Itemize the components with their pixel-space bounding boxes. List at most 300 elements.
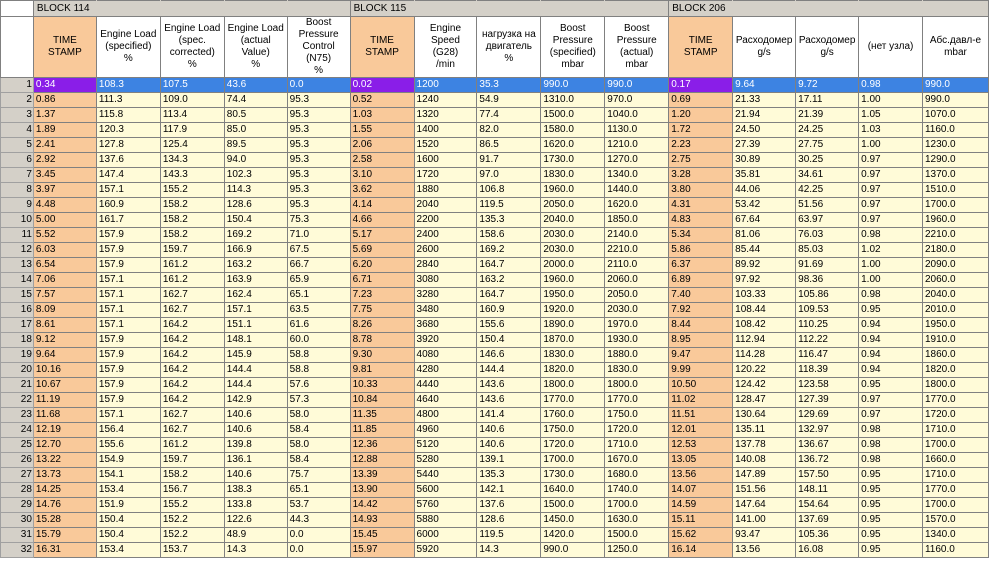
value-cell[interactable]: 0.97: [859, 408, 923, 423]
value-cell[interactable]: 0.98: [859, 438, 923, 453]
value-cell[interactable]: 162.7: [160, 288, 224, 303]
value-cell[interactable]: 169.2: [224, 228, 287, 243]
value-cell[interactable]: 95.3: [287, 168, 350, 183]
value-cell[interactable]: 157.1: [96, 183, 160, 198]
time-stamp-cell[interactable]: 3.10: [350, 168, 414, 183]
value-cell[interactable]: 155.6: [477, 318, 541, 333]
value-cell[interactable]: 97.0: [477, 168, 541, 183]
column-header[interactable]: [224, 17, 287, 78]
value-cell[interactable]: 1620.0: [541, 138, 605, 153]
value-cell[interactable]: 164.2: [160, 363, 224, 378]
value-cell[interactable]: 970.0: [605, 93, 669, 108]
value-cell[interactable]: 0.94: [859, 333, 923, 348]
value-cell[interactable]: 75.7: [287, 468, 350, 483]
time-stamp-cell[interactable]: 5.17: [350, 228, 414, 243]
value-cell[interactable]: 0.95: [859, 543, 923, 558]
value-cell[interactable]: 2400: [414, 228, 477, 243]
time-stamp-cell[interactable]: 10.33: [350, 378, 414, 393]
value-cell[interactable]: 1400: [414, 123, 477, 138]
value-cell[interactable]: 1570.0: [922, 513, 988, 528]
value-cell[interactable]: 1880: [414, 183, 477, 198]
value-cell[interactable]: 0.98: [859, 453, 923, 468]
table-row[interactable]: [1, 378, 989, 393]
time-stamp-cell[interactable]: 10.50: [669, 378, 733, 393]
value-cell[interactable]: 1950.0: [541, 288, 605, 303]
value-cell[interactable]: 164.2: [160, 333, 224, 348]
time-stamp-cell[interactable]: 0.69: [669, 93, 733, 108]
value-cell[interactable]: 0.97: [859, 213, 923, 228]
value-cell[interactable]: 1760.0: [541, 408, 605, 423]
value-cell[interactable]: 1580.0: [541, 123, 605, 138]
value-cell[interactable]: 77.4: [477, 108, 541, 123]
value-cell[interactable]: 1910.0: [922, 333, 988, 348]
value-cell[interactable]: 135.11: [733, 423, 796, 438]
value-cell[interactable]: 150.4: [96, 513, 160, 528]
value-cell[interactable]: 136.67: [796, 438, 859, 453]
time-stamp-cell[interactable]: 7.40: [669, 288, 733, 303]
value-cell[interactable]: 157.1: [224, 303, 287, 318]
value-cell[interactable]: 157.1: [96, 318, 160, 333]
row-number[interactable]: 21: [1, 378, 34, 393]
value-cell[interactable]: 153.4: [96, 543, 160, 558]
value-cell[interactable]: 164.2: [160, 393, 224, 408]
value-cell[interactable]: 3920: [414, 333, 477, 348]
value-cell[interactable]: 1770.0: [541, 393, 605, 408]
value-cell[interactable]: 157.9: [96, 348, 160, 363]
value-cell[interactable]: 118.39: [796, 363, 859, 378]
value-cell[interactable]: 144.4: [224, 363, 287, 378]
value-cell[interactable]: 1340.0: [605, 168, 669, 183]
time-stamp-cell[interactable]: 0.52: [350, 93, 414, 108]
time-stamp-cell[interactable]: 0.34: [33, 78, 96, 93]
row-number[interactable]: 12: [1, 243, 34, 258]
value-cell[interactable]: 1340.0: [922, 528, 988, 543]
time-stamp-cell[interactable]: 16.31: [33, 543, 96, 558]
value-cell[interactable]: 128.6: [477, 513, 541, 528]
value-cell[interactable]: 1750.0: [541, 423, 605, 438]
value-cell[interactable]: 2210.0: [605, 243, 669, 258]
value-cell[interactable]: 0.97: [859, 393, 923, 408]
value-cell[interactable]: 163.2: [224, 258, 287, 273]
row-number[interactable]: 18: [1, 333, 34, 348]
row-number[interactable]: 20: [1, 363, 34, 378]
time-stamp-cell[interactable]: 8.95: [669, 333, 733, 348]
value-cell[interactable]: 2110.0: [605, 258, 669, 273]
value-cell[interactable]: 162.7: [160, 303, 224, 318]
value-cell[interactable]: 1520: [414, 138, 477, 153]
row-number[interactable]: 6: [1, 153, 34, 168]
time-stamp-cell[interactable]: 14.93: [350, 513, 414, 528]
value-cell[interactable]: 164.2: [160, 348, 224, 363]
value-cell[interactable]: 153.4: [96, 483, 160, 498]
value-cell[interactable]: 0.0: [287, 528, 350, 543]
time-stamp-cell[interactable]: 3.80: [669, 183, 733, 198]
time-stamp-cell[interactable]: 15.45: [350, 528, 414, 543]
value-cell[interactable]: 158.2: [160, 228, 224, 243]
row-number[interactable]: 22: [1, 393, 34, 408]
value-cell[interactable]: 1750.0: [605, 408, 669, 423]
value-cell[interactable]: 157.1: [96, 408, 160, 423]
value-cell[interactable]: 0.95: [859, 378, 923, 393]
time-stamp-cell[interactable]: 2.41: [33, 138, 96, 153]
table-row[interactable]: [1, 213, 989, 228]
value-cell[interactable]: 136.1: [224, 453, 287, 468]
time-stamp-cell[interactable]: 5.86: [669, 243, 733, 258]
value-cell[interactable]: 58.0: [287, 408, 350, 423]
value-cell[interactable]: 76.03: [796, 228, 859, 243]
value-cell[interactable]: 53.7: [287, 498, 350, 513]
time-stamp-cell[interactable]: 5.34: [669, 228, 733, 243]
value-cell[interactable]: 111.3: [96, 93, 160, 108]
value-cell[interactable]: 2040.0: [922, 288, 988, 303]
value-cell[interactable]: 0.98: [859, 228, 923, 243]
value-cell[interactable]: 63.5: [287, 303, 350, 318]
value-cell[interactable]: 0.94: [859, 348, 923, 363]
value-cell[interactable]: 91.7: [477, 153, 541, 168]
table-row[interactable]: [1, 288, 989, 303]
time-stamp-cell[interactable]: 4.48: [33, 198, 96, 213]
table-row[interactable]: [1, 168, 989, 183]
time-stamp-cell[interactable]: 3.62: [350, 183, 414, 198]
value-cell[interactable]: 112.22: [796, 333, 859, 348]
time-stamp-cell[interactable]: 1.37: [33, 108, 96, 123]
value-cell[interactable]: 147.64: [733, 498, 796, 513]
time-stamp-cell[interactable]: 12.70: [33, 438, 96, 453]
value-cell[interactable]: 2060.0: [922, 273, 988, 288]
table-row[interactable]: [1, 348, 989, 363]
value-cell[interactable]: 2200: [414, 213, 477, 228]
value-cell[interactable]: 157.50: [796, 468, 859, 483]
time-stamp-cell[interactable]: 4.66: [350, 213, 414, 228]
value-cell[interactable]: 1950.0: [922, 318, 988, 333]
value-cell[interactable]: 3680: [414, 318, 477, 333]
value-cell[interactable]: 140.6: [224, 468, 287, 483]
time-stamp-cell[interactable]: 0.02: [350, 78, 414, 93]
value-cell[interactable]: 0.95: [859, 513, 923, 528]
value-cell[interactable]: 157.9: [96, 393, 160, 408]
time-stamp-cell[interactable]: 11.35: [350, 408, 414, 423]
time-stamp-cell[interactable]: 8.44: [669, 318, 733, 333]
value-cell[interactable]: 2090.0: [922, 258, 988, 273]
value-cell[interactable]: 113.4: [160, 108, 224, 123]
row-number[interactable]: 4: [1, 123, 34, 138]
value-cell[interactable]: 158.2: [160, 213, 224, 228]
column-header[interactable]: [33, 17, 96, 78]
time-stamp-cell[interactable]: 8.61: [33, 318, 96, 333]
table-row[interactable]: [1, 468, 989, 483]
value-cell[interactable]: 2030.0: [541, 228, 605, 243]
value-cell[interactable]: 1720.0: [605, 423, 669, 438]
value-cell[interactable]: 9.72: [796, 78, 859, 93]
time-stamp-cell[interactable]: 15.28: [33, 513, 96, 528]
value-cell[interactable]: 58.4: [287, 453, 350, 468]
value-cell[interactable]: 1620.0: [605, 198, 669, 213]
value-cell[interactable]: 162.4: [224, 288, 287, 303]
value-cell[interactable]: 2000.0: [541, 258, 605, 273]
row-number[interactable]: 11: [1, 228, 34, 243]
value-cell[interactable]: 990.0: [541, 78, 605, 93]
value-cell[interactable]: 163.2: [477, 273, 541, 288]
time-stamp-cell[interactable]: 4.31: [669, 198, 733, 213]
value-cell[interactable]: 143.6: [477, 378, 541, 393]
time-stamp-cell[interactable]: 9.99: [669, 363, 733, 378]
value-cell[interactable]: 148.1: [224, 333, 287, 348]
value-cell[interactable]: 1640.0: [541, 483, 605, 498]
value-cell[interactable]: 27.39: [733, 138, 796, 153]
row-number[interactable]: 26: [1, 453, 34, 468]
value-cell[interactable]: 80.5: [224, 108, 287, 123]
value-cell[interactable]: 1200: [414, 78, 477, 93]
column-header[interactable]: [287, 17, 350, 78]
value-cell[interactable]: 74.4: [224, 93, 287, 108]
value-cell[interactable]: 125.4: [160, 138, 224, 153]
time-stamp-cell[interactable]: 16.14: [669, 543, 733, 558]
time-stamp-cell[interactable]: 13.56: [669, 468, 733, 483]
value-cell[interactable]: 103.33: [733, 288, 796, 303]
value-cell[interactable]: 2210.0: [922, 228, 988, 243]
value-cell[interactable]: 86.5: [477, 138, 541, 153]
value-cell[interactable]: 1710.0: [605, 438, 669, 453]
value-cell[interactable]: 1800.0: [922, 378, 988, 393]
value-cell[interactable]: 95.3: [287, 183, 350, 198]
row-number[interactable]: 17: [1, 318, 34, 333]
value-cell[interactable]: 2180.0: [922, 243, 988, 258]
time-stamp-cell[interactable]: 15.11: [669, 513, 733, 528]
value-cell[interactable]: 159.7: [160, 453, 224, 468]
value-cell[interactable]: 1310.0: [541, 93, 605, 108]
table-row[interactable]: [1, 453, 989, 468]
time-stamp-cell[interactable]: 6.37: [669, 258, 733, 273]
value-cell[interactable]: 147.4: [96, 168, 160, 183]
value-cell[interactable]: 1070.0: [922, 108, 988, 123]
time-stamp-cell[interactable]: 1.20: [669, 108, 733, 123]
value-cell[interactable]: 142.1: [477, 483, 541, 498]
value-cell[interactable]: 150.4: [477, 333, 541, 348]
table-row[interactable]: [1, 363, 989, 378]
value-cell[interactable]: 0.95: [859, 303, 923, 318]
value-cell[interactable]: 5920: [414, 543, 477, 558]
value-cell[interactable]: 156.7: [160, 483, 224, 498]
value-cell[interactable]: 16.08: [796, 543, 859, 558]
row-number[interactable]: 32: [1, 543, 34, 558]
value-cell[interactable]: 1290.0: [922, 153, 988, 168]
value-cell[interactable]: 1500.0: [541, 108, 605, 123]
value-cell[interactable]: 115.8: [96, 108, 160, 123]
value-cell[interactable]: 124.42: [733, 378, 796, 393]
value-cell[interactable]: 1730.0: [541, 468, 605, 483]
time-stamp-cell[interactable]: 1.72: [669, 123, 733, 138]
value-cell[interactable]: 21.33: [733, 93, 796, 108]
row-number[interactable]: 9: [1, 198, 34, 213]
value-cell[interactable]: 1800.0: [605, 378, 669, 393]
value-cell[interactable]: 162.7: [160, 408, 224, 423]
value-cell[interactable]: 0.94: [859, 363, 923, 378]
value-cell[interactable]: 143.3: [160, 168, 224, 183]
value-cell[interactable]: 1.00: [859, 93, 923, 108]
value-cell[interactable]: 163.9: [224, 273, 287, 288]
value-cell[interactable]: 5880: [414, 513, 477, 528]
value-cell[interactable]: 1700.0: [605, 498, 669, 513]
value-cell[interactable]: 151.9: [96, 498, 160, 513]
value-cell[interactable]: 169.2: [477, 243, 541, 258]
value-cell[interactable]: 4440: [414, 378, 477, 393]
time-stamp-cell[interactable]: 2.92: [33, 153, 96, 168]
value-cell[interactable]: 138.3: [224, 483, 287, 498]
table-row[interactable]: [1, 258, 989, 273]
value-cell[interactable]: 152.2: [160, 513, 224, 528]
value-cell[interactable]: 157.9: [96, 243, 160, 258]
value-cell[interactable]: 157.9: [96, 258, 160, 273]
value-cell[interactable]: 0.0: [287, 78, 350, 93]
value-cell[interactable]: 0.97: [859, 168, 923, 183]
value-cell[interactable]: 117.9: [160, 123, 224, 138]
value-cell[interactable]: 137.69: [796, 513, 859, 528]
value-cell[interactable]: 137.6: [96, 153, 160, 168]
value-cell[interactable]: 85.0: [224, 123, 287, 138]
time-stamp-cell[interactable]: 14.25: [33, 483, 96, 498]
value-cell[interactable]: 95.3: [287, 198, 350, 213]
value-cell[interactable]: 89.92: [733, 258, 796, 273]
value-cell[interactable]: 108.42: [733, 318, 796, 333]
value-cell[interactable]: 27.75: [796, 138, 859, 153]
column-header[interactable]: [796, 17, 859, 78]
value-cell[interactable]: 1040.0: [605, 108, 669, 123]
value-cell[interactable]: 161.2: [160, 258, 224, 273]
value-cell[interactable]: 0.97: [859, 153, 923, 168]
value-cell[interactable]: 157.9: [96, 378, 160, 393]
value-cell[interactable]: 154.64: [796, 498, 859, 513]
time-stamp-cell[interactable]: 3.45: [33, 168, 96, 183]
time-stamp-cell[interactable]: 12.19: [33, 423, 96, 438]
value-cell[interactable]: 0.95: [859, 483, 923, 498]
value-cell[interactable]: 105.86: [796, 288, 859, 303]
row-number[interactable]: 28: [1, 483, 34, 498]
value-cell[interactable]: 157.1: [96, 273, 160, 288]
value-cell[interactable]: 1850.0: [605, 213, 669, 228]
value-cell[interactable]: 2030.0: [605, 303, 669, 318]
value-cell[interactable]: 1230.0: [922, 138, 988, 153]
value-cell[interactable]: 161.7: [96, 213, 160, 228]
value-cell[interactable]: 119.5: [477, 198, 541, 213]
value-cell[interactable]: 1670.0: [605, 453, 669, 468]
value-cell[interactable]: 1720: [414, 168, 477, 183]
value-cell[interactable]: 135.3: [477, 213, 541, 228]
value-cell[interactable]: 1770.0: [922, 393, 988, 408]
table-row[interactable]: [1, 498, 989, 513]
row-number[interactable]: 13: [1, 258, 34, 273]
value-cell[interactable]: 133.8: [224, 498, 287, 513]
time-stamp-cell[interactable]: 15.97: [350, 543, 414, 558]
value-cell[interactable]: 114.28: [733, 348, 796, 363]
value-cell[interactable]: 1920.0: [541, 303, 605, 318]
table-row[interactable]: [1, 138, 989, 153]
value-cell[interactable]: 990.0: [922, 93, 988, 108]
value-cell[interactable]: 120.22: [733, 363, 796, 378]
value-cell[interactable]: 146.6: [477, 348, 541, 363]
value-cell[interactable]: 164.2: [160, 318, 224, 333]
value-cell[interactable]: 142.9: [224, 393, 287, 408]
value-cell[interactable]: 66.7: [287, 258, 350, 273]
value-cell[interactable]: 1370.0: [922, 168, 988, 183]
value-cell[interactable]: 58.8: [287, 348, 350, 363]
time-stamp-cell[interactable]: 9.30: [350, 348, 414, 363]
value-cell[interactable]: 63.97: [796, 213, 859, 228]
value-cell[interactable]: 137.6: [477, 498, 541, 513]
time-stamp-cell[interactable]: 2.75: [669, 153, 733, 168]
value-cell[interactable]: 1.00: [859, 138, 923, 153]
value-cell[interactable]: 108.3: [96, 78, 160, 93]
value-cell[interactable]: 112.94: [733, 333, 796, 348]
value-cell[interactable]: 53.42: [733, 198, 796, 213]
value-cell[interactable]: 157.1: [96, 288, 160, 303]
row-number[interactable]: 29: [1, 498, 34, 513]
time-stamp-cell[interactable]: 13.39: [350, 468, 414, 483]
value-cell[interactable]: 140.6: [224, 408, 287, 423]
value-cell[interactable]: 95.3: [287, 138, 350, 153]
row-number[interactable]: 1: [1, 78, 34, 93]
time-stamp-cell[interactable]: 9.81: [350, 363, 414, 378]
column-header[interactable]: [605, 17, 669, 78]
value-cell[interactable]: 1830.0: [541, 168, 605, 183]
row-number[interactable]: 25: [1, 438, 34, 453]
value-cell[interactable]: 2040: [414, 198, 477, 213]
value-cell[interactable]: 158.6: [477, 228, 541, 243]
value-cell[interactable]: 54.9: [477, 93, 541, 108]
value-cell[interactable]: 5600: [414, 483, 477, 498]
value-cell[interactable]: 17.11: [796, 93, 859, 108]
value-cell[interactable]: 3280: [414, 288, 477, 303]
time-stamp-cell[interactable]: 2.58: [350, 153, 414, 168]
row-number[interactable]: 27: [1, 468, 34, 483]
time-stamp-cell[interactable]: 6.54: [33, 258, 96, 273]
value-cell[interactable]: 154.9: [96, 453, 160, 468]
value-cell[interactable]: 123.58: [796, 378, 859, 393]
value-cell[interactable]: 1510.0: [922, 183, 988, 198]
value-cell[interactable]: 990.0: [541, 543, 605, 558]
value-cell[interactable]: 51.56: [796, 198, 859, 213]
value-cell[interactable]: 1770.0: [922, 483, 988, 498]
table-row[interactable]: [1, 408, 989, 423]
value-cell[interactable]: 2010.0: [922, 303, 988, 318]
value-cell[interactable]: 141.4: [477, 408, 541, 423]
value-cell[interactable]: 158.2: [160, 198, 224, 213]
time-stamp-cell[interactable]: 5.69: [350, 243, 414, 258]
value-cell[interactable]: 140.08: [733, 453, 796, 468]
row-number[interactable]: 2: [1, 93, 34, 108]
value-cell[interactable]: 129.69: [796, 408, 859, 423]
value-cell[interactable]: 151.1: [224, 318, 287, 333]
value-cell[interactable]: 132.97: [796, 423, 859, 438]
time-stamp-cell[interactable]: 8.09: [33, 303, 96, 318]
value-cell[interactable]: 157.9: [96, 228, 160, 243]
value-cell[interactable]: 0.98: [859, 423, 923, 438]
value-cell[interactable]: 1720.0: [541, 438, 605, 453]
value-cell[interactable]: 140.6: [477, 438, 541, 453]
value-cell[interactable]: 106.8: [477, 183, 541, 198]
value-cell[interactable]: 136.72: [796, 453, 859, 468]
table-row[interactable]: [1, 543, 989, 558]
value-cell[interactable]: 48.9: [224, 528, 287, 543]
value-cell[interactable]: 0.94: [859, 318, 923, 333]
value-cell[interactable]: 120.3: [96, 123, 160, 138]
table-row[interactable]: [1, 228, 989, 243]
time-stamp-cell[interactable]: 9.12: [33, 333, 96, 348]
value-cell[interactable]: 35.3: [477, 78, 541, 93]
value-cell[interactable]: 143.6: [477, 393, 541, 408]
value-cell[interactable]: 152.2: [160, 528, 224, 543]
value-cell[interactable]: 5120: [414, 438, 477, 453]
value-cell[interactable]: 160.9: [96, 198, 160, 213]
